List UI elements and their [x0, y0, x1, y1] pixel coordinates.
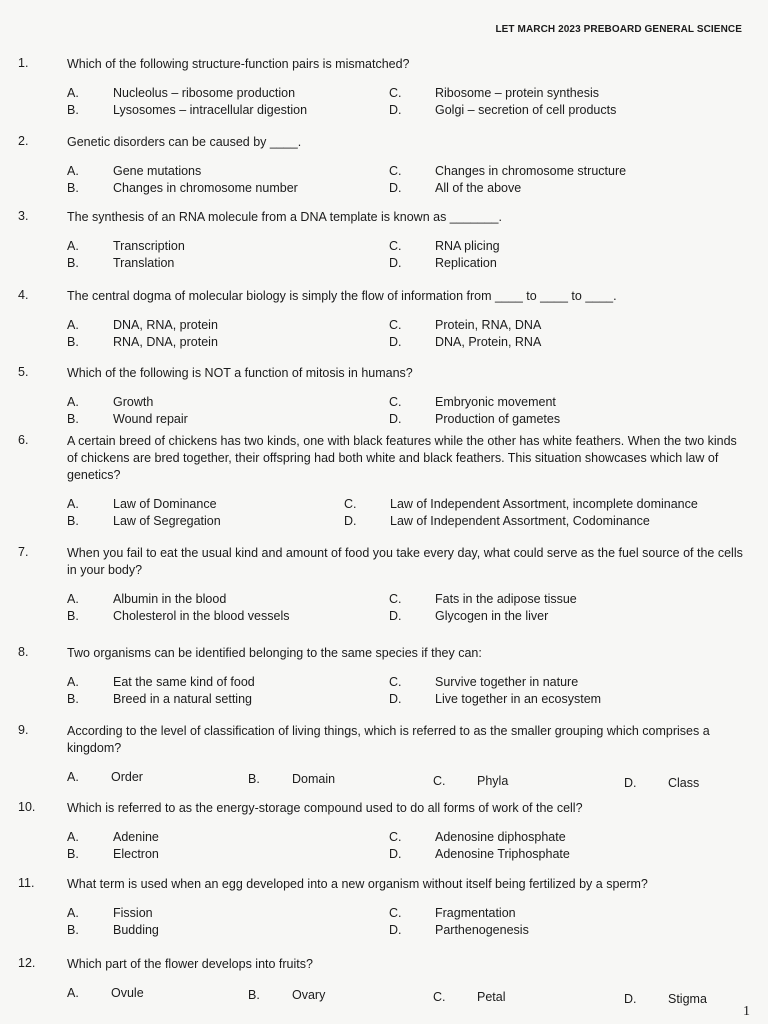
answer-option	[624, 992, 707, 1006]
option-group	[18, 592, 748, 626]
option-text: Live together in an ecosystem	[435, 692, 602, 706]
answer-option	[67, 609, 290, 623]
answer-option	[248, 988, 325, 1002]
option-group	[18, 770, 748, 790]
option-text: DNA, Protein, RNA	[435, 335, 542, 349]
option-letter: C.	[433, 990, 446, 1004]
option-letter: D.	[344, 514, 357, 528]
question-item	[18, 645, 748, 709]
question-number: 6.	[18, 433, 29, 447]
option-text: Embryonic movement	[435, 395, 556, 409]
option-text: Production of gametes	[435, 412, 561, 426]
option-group	[18, 395, 748, 429]
option-letter: C.	[389, 86, 402, 100]
option-text: Protein, RNA, DNA	[435, 318, 542, 332]
question-item	[18, 433, 748, 531]
answer-option	[389, 692, 601, 706]
answer-option	[389, 395, 556, 409]
option-text: All of the above	[435, 181, 522, 195]
option-text: Domain	[292, 772, 336, 786]
option-text: RNA, DNA, protein	[113, 335, 218, 349]
question-text: Two organisms can be identified belonging to the same species if they can:	[67, 646, 482, 660]
option-text: Translation	[113, 256, 175, 270]
option-letter: A.	[67, 770, 79, 784]
option-letter: C.	[389, 318, 402, 332]
option-text: Parthenogenesis	[435, 923, 529, 937]
question-text: Which is referred to as the energy-storage compound used to do all forms of work of the cell?	[67, 801, 583, 815]
question-text: The central dogma of molecular biology is simply the flow of information from ____ to ____ to ____.	[67, 289, 617, 303]
option-letter: D.	[389, 609, 402, 623]
option-text: Phyla	[477, 774, 509, 788]
option-text: Changes in chromosome structure	[435, 164, 627, 178]
answer-option	[67, 847, 159, 861]
option-letter: B.	[67, 335, 79, 349]
question-number: 8.	[18, 645, 29, 659]
option-letter: C.	[389, 592, 402, 606]
option-text: Fission	[113, 906, 153, 920]
answer-option	[67, 395, 153, 409]
option-text: Albumin in the blood	[113, 592, 227, 606]
option-text: Law of Dominance	[113, 497, 217, 511]
answer-option	[389, 592, 577, 606]
option-text: Gene mutations	[113, 164, 202, 178]
option-text: DNA, RNA, protein	[113, 318, 218, 332]
option-text: Changes in chromosome number	[113, 181, 298, 195]
answer-option	[389, 103, 616, 117]
option-letter: B.	[67, 609, 79, 623]
option-text: Law of Independent Assortment, Codominance	[390, 514, 650, 528]
option-text: Law of Segregation	[113, 514, 221, 528]
option-letter: B.	[248, 988, 260, 1002]
option-group	[18, 318, 748, 352]
option-letter: A.	[67, 906, 79, 920]
option-letter: C.	[389, 239, 402, 253]
question-text: The synthesis of an RNA molecule from a DNA template is known as _______.	[67, 210, 502, 224]
question-number: 7.	[18, 545, 29, 559]
option-group	[18, 497, 748, 531]
answer-option	[389, 164, 626, 178]
option-text: Eat the same kind of food	[113, 675, 255, 689]
option-letter: B.	[67, 692, 79, 706]
option-group	[18, 239, 748, 273]
option-letter: A.	[67, 675, 79, 689]
answer-option	[67, 497, 217, 511]
answer-option	[67, 86, 295, 100]
answer-option	[67, 906, 153, 920]
answer-option	[389, 86, 599, 100]
question-number: 11.	[18, 876, 35, 890]
option-text: Adenosine diphosphate	[435, 830, 566, 844]
option-text: Order	[111, 770, 143, 784]
answer-option	[344, 514, 650, 528]
answer-option	[389, 412, 560, 426]
question-item	[18, 800, 748, 864]
option-text: Adenosine Triphosphate	[435, 847, 570, 861]
option-letter: C.	[389, 906, 402, 920]
option-text: Stigma	[668, 992, 707, 1006]
exam-header: LET MARCH 2023 PREBOARD GENERAL SCIENCE	[495, 24, 742, 35]
option-letter: B.	[248, 772, 260, 786]
question-number: 5.	[18, 365, 29, 379]
answer-option	[389, 318, 541, 332]
option-letter: D.	[389, 335, 402, 349]
option-text: Replication	[435, 256, 497, 270]
option-text: Growth	[113, 395, 154, 409]
answer-option	[67, 592, 226, 606]
option-text: RNA plicing	[435, 239, 500, 253]
option-letter: A.	[67, 318, 79, 332]
option-letter: B.	[67, 412, 79, 426]
option-group	[18, 86, 748, 120]
option-letter: A.	[67, 986, 79, 1000]
answer-option	[433, 990, 506, 1004]
option-letter: A.	[67, 592, 79, 606]
option-text: Transcription	[113, 239, 185, 253]
option-letter: B.	[67, 256, 79, 270]
option-letter: A.	[67, 164, 79, 178]
answer-option	[389, 923, 529, 937]
option-text: Budding	[113, 923, 159, 937]
option-text: Wound repair	[113, 412, 188, 426]
question-item	[18, 723, 748, 790]
option-letter: C.	[344, 497, 357, 511]
answer-option	[67, 256, 174, 270]
option-letter: D.	[389, 847, 402, 861]
answer-option	[67, 318, 218, 332]
answer-option	[67, 335, 218, 349]
option-letter: C.	[389, 830, 402, 844]
answer-option	[389, 256, 497, 270]
answer-option	[67, 412, 188, 426]
option-text: Nucleolus – ribosome production	[113, 86, 296, 100]
answer-option	[344, 497, 698, 511]
question-number: 10.	[18, 800, 36, 814]
question-item	[18, 56, 748, 120]
option-letter: D.	[389, 103, 402, 117]
option-group	[18, 986, 748, 1006]
question-number: 9.	[18, 723, 29, 737]
question-text: What term is used when an egg developed into a new organism without itself being fertilized by a sperm?	[67, 877, 648, 891]
option-letter: C.	[389, 395, 402, 409]
answer-option	[389, 675, 578, 689]
option-text: Ovule	[111, 986, 144, 1000]
option-letter: D.	[389, 256, 402, 270]
option-group	[18, 675, 748, 709]
answer-option	[433, 774, 508, 788]
answer-option	[389, 609, 548, 623]
option-letter: D.	[389, 923, 402, 937]
answer-option	[248, 772, 335, 786]
question-text: Which of the following structure-function pairs is mismatched?	[67, 57, 410, 71]
option-group	[18, 906, 748, 940]
option-letter: A.	[67, 86, 79, 100]
option-text: Cholesterol in the blood vessels	[113, 609, 290, 623]
option-letter: B.	[67, 923, 79, 937]
answer-option	[67, 986, 144, 1000]
option-letter: C.	[389, 675, 402, 689]
question-number: 4.	[18, 288, 29, 302]
question-item	[18, 365, 748, 429]
question-number: 2.	[18, 134, 29, 148]
option-letter: D.	[389, 412, 402, 426]
question-number: 1.	[18, 56, 29, 70]
option-letter: B.	[67, 847, 79, 861]
option-text: Petal	[477, 990, 506, 1004]
option-text: Adenine	[113, 830, 159, 844]
question-text: When you fail to eat the usual kind and amount of food you take every day, what could serve as the fuel source of the cells in your body?	[67, 546, 743, 577]
option-letter: C.	[389, 164, 402, 178]
answer-option	[389, 830, 566, 844]
answer-option	[624, 776, 699, 790]
question-item	[18, 876, 748, 940]
question-item	[18, 956, 748, 1006]
option-letter: D.	[389, 692, 402, 706]
option-text: Fragmentation	[435, 906, 516, 920]
question-item	[18, 134, 748, 198]
option-letter: D.	[624, 776, 637, 790]
answer-option	[67, 103, 307, 117]
option-text: Survive together in nature	[435, 675, 579, 689]
option-text: Breed in a natural setting	[113, 692, 252, 706]
option-letter: D.	[624, 992, 637, 1006]
option-text: Fats in the adipose tissue	[435, 592, 577, 606]
question-item	[18, 288, 748, 352]
answer-option	[389, 847, 570, 861]
option-text: Ribosome – protein synthesis	[435, 86, 599, 100]
option-letter: A.	[67, 239, 79, 253]
option-text: Glycogen in the liver	[435, 609, 549, 623]
option-letter: A.	[67, 497, 79, 511]
answer-option	[67, 770, 143, 784]
option-text: Electron	[113, 847, 159, 861]
page-number: 1	[743, 1004, 750, 1019]
answer-option	[67, 830, 159, 844]
question-text: A certain breed of chickens has two kinds, one with black features while the other has white feathers. When the two kinds of chickens are bred together, their offspring had both white and black feathers. This situation showcases which law of genetics?	[67, 434, 737, 482]
option-letter: A.	[67, 395, 79, 409]
option-text: Class	[668, 776, 700, 790]
question-number: 3.	[18, 209, 29, 223]
option-text: Lysosomes – intracellular digestion	[113, 103, 308, 117]
option-text: Golgi – secretion of cell products	[435, 103, 617, 117]
option-letter: D.	[389, 181, 402, 195]
answer-option	[67, 514, 221, 528]
option-letter: A.	[67, 830, 79, 844]
option-text: Law of Independent Assortment, incomplete dominance	[390, 497, 698, 511]
option-letter: C.	[433, 774, 446, 788]
answer-option	[389, 906, 516, 920]
answer-option	[389, 239, 500, 253]
option-group	[18, 164, 748, 198]
answer-option	[67, 923, 159, 937]
question-text: Genetic disorders can be caused by ____.	[67, 135, 302, 149]
question-text: Which of the following is NOT a function of mitosis in humans?	[67, 366, 413, 380]
answer-option	[67, 164, 201, 178]
option-letter: B.	[67, 103, 79, 117]
option-text: Ovary	[292, 988, 326, 1002]
option-group	[18, 830, 748, 864]
question-item	[18, 545, 748, 626]
question-text: Which part of the flower develops into fruits?	[67, 957, 313, 971]
answer-option	[67, 675, 255, 689]
option-letter: B.	[67, 514, 79, 528]
question-text: According to the level of classification of living things, which is referred to as the smaller grouping which comprises a kingdom?	[67, 724, 710, 755]
answer-option	[389, 181, 521, 195]
answer-option	[67, 239, 185, 253]
question-number: 12.	[18, 956, 36, 970]
answer-option	[389, 335, 541, 349]
answer-option	[67, 181, 298, 195]
question-item	[18, 209, 748, 273]
answer-option	[67, 692, 252, 706]
option-letter: B.	[67, 181, 79, 195]
